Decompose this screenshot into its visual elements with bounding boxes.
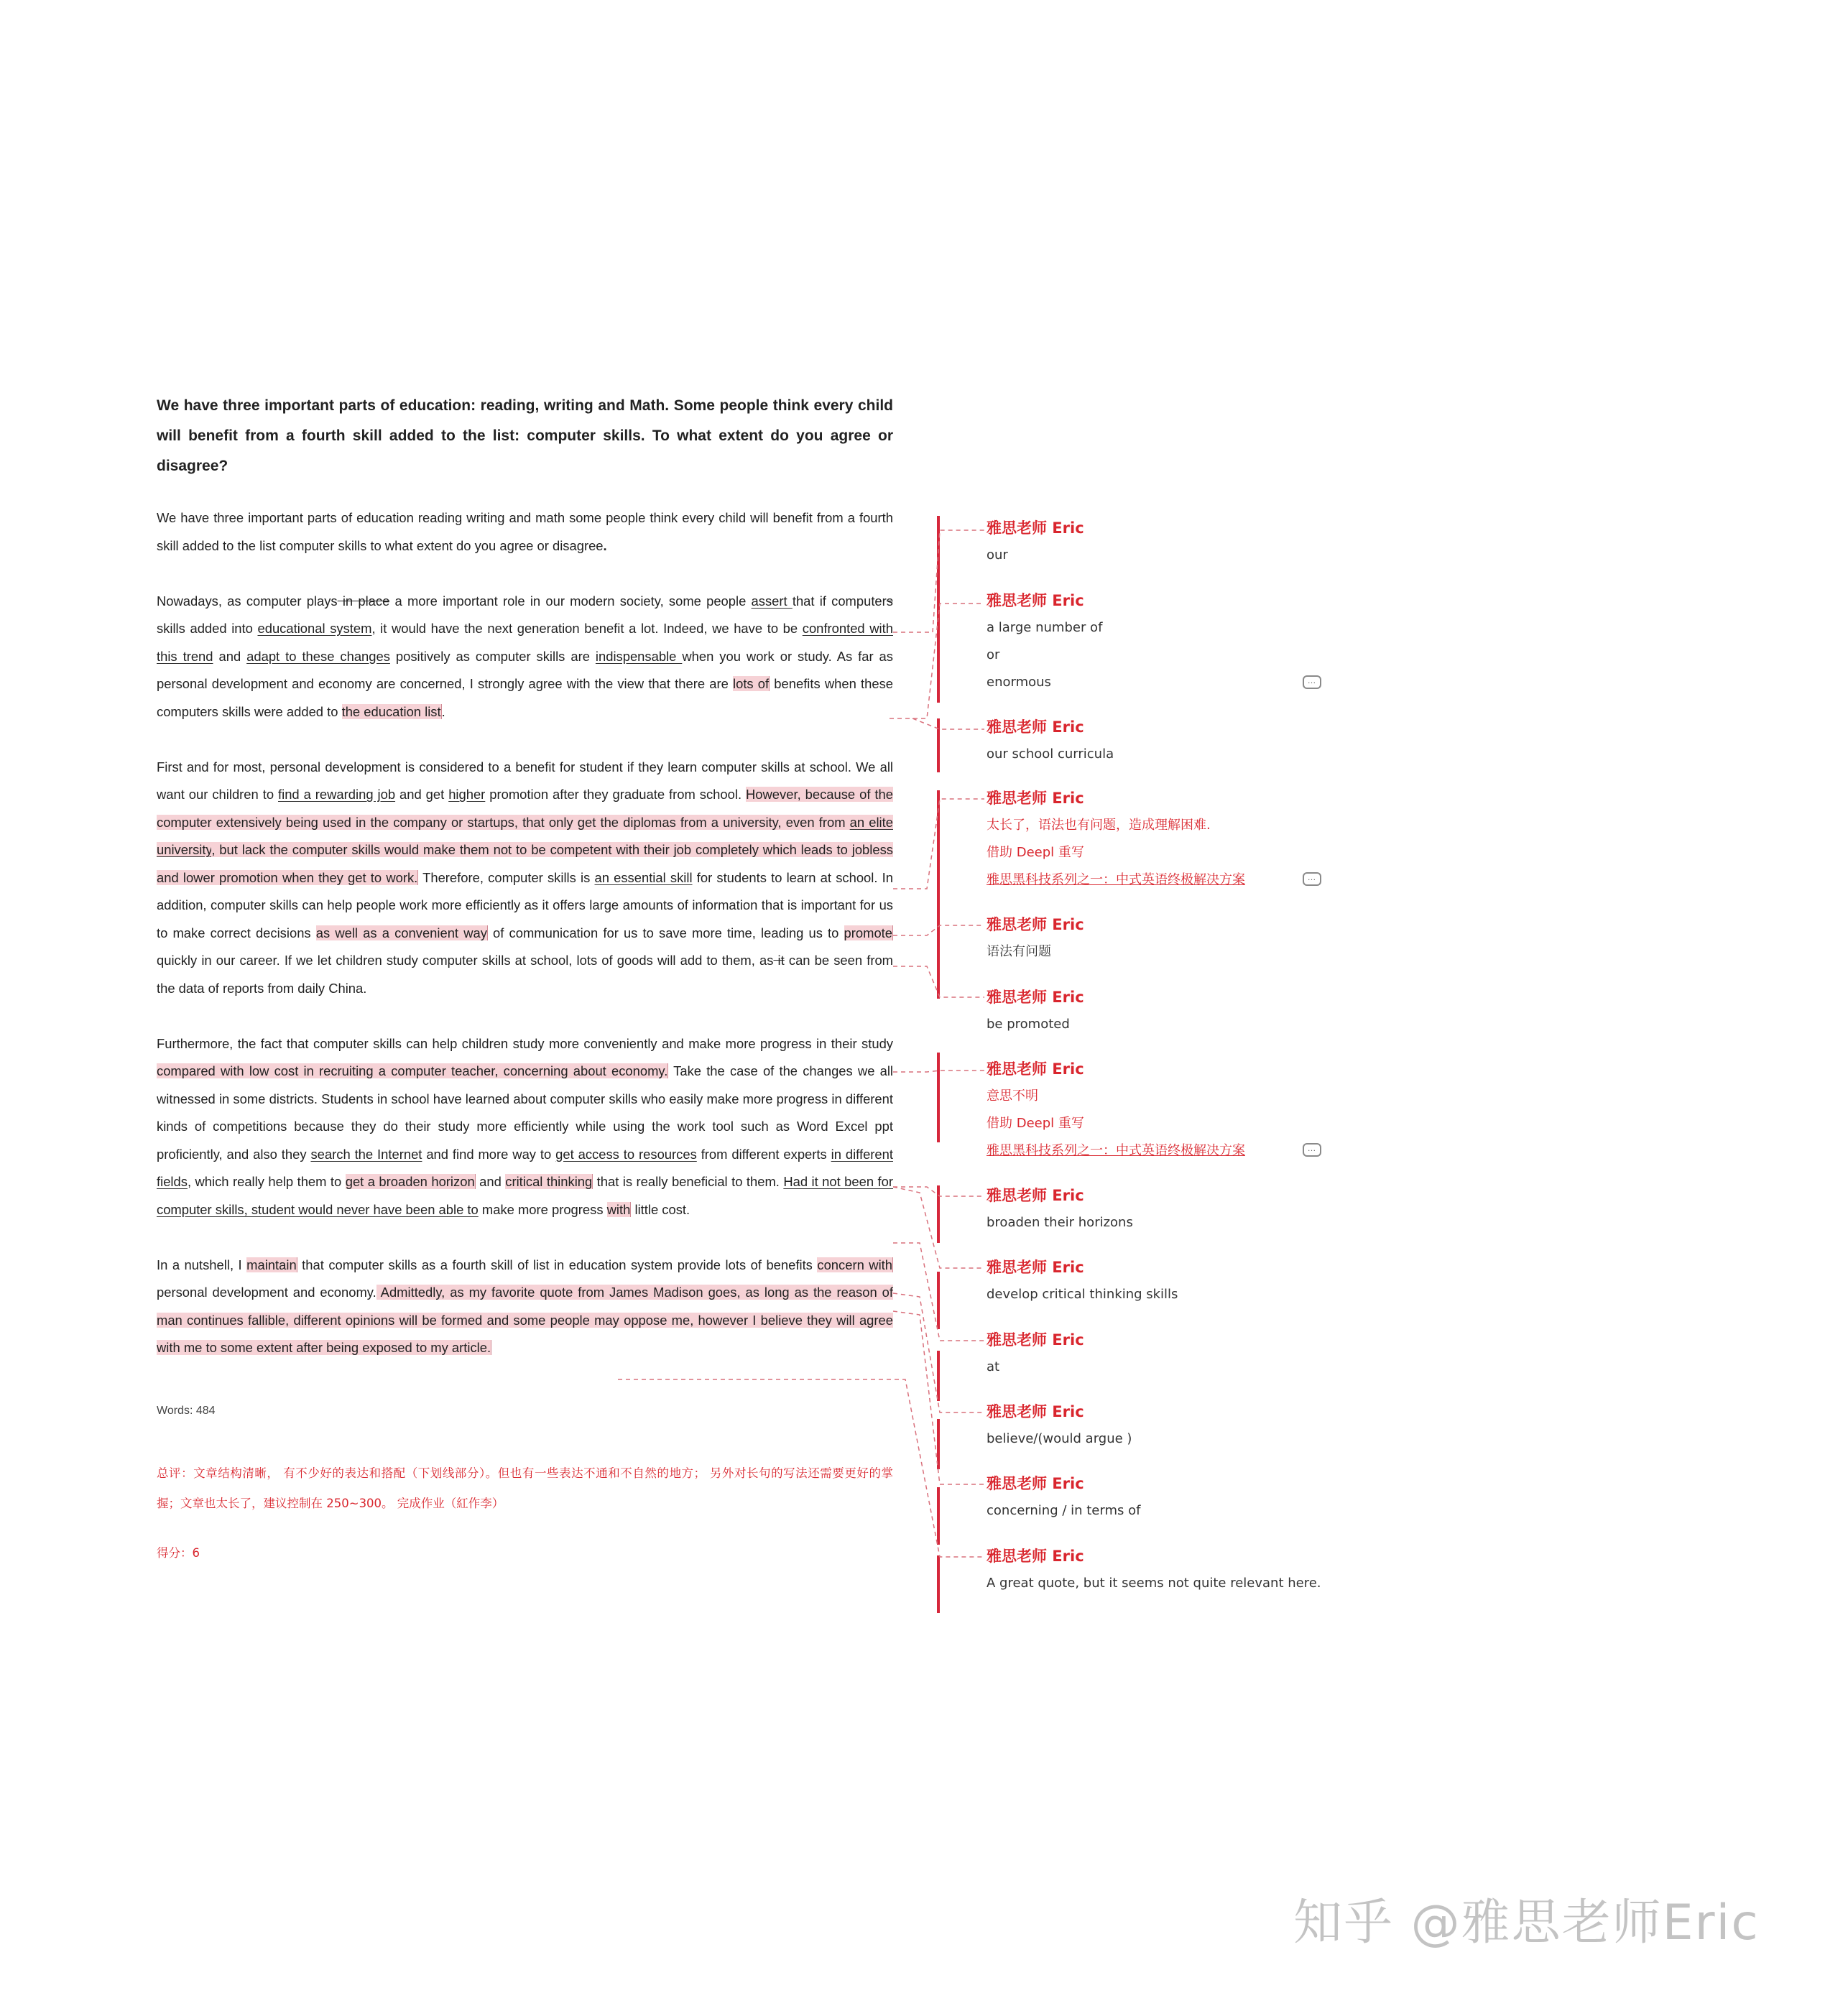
text: . bbox=[441, 703, 445, 719]
comment-author: 雅思老师 Eric bbox=[987, 1060, 1084, 1078]
commented-text[interactable]: get a broaden horizon bbox=[345, 1174, 475, 1189]
commented-text[interactable]: concern with bbox=[817, 1257, 892, 1272]
comment-text: our bbox=[987, 547, 1008, 563]
commented-text[interactable]: as well as a convenient way bbox=[315, 925, 487, 940]
ellipsis-icon[interactable]: … bbox=[1303, 872, 1321, 886]
comment-text: at bbox=[987, 1359, 1000, 1374]
text: make more progress bbox=[478, 1201, 607, 1217]
commented-text[interactable]: promote bbox=[844, 925, 893, 940]
conclusion-paragraph bbox=[157, 1252, 893, 1362]
text: First and for most, personal development is considered to a benefit for student if they learn computer skills at school. We all want our children to bbox=[157, 759, 893, 802]
comment-change-bar bbox=[937, 1185, 940, 1243]
comment-3[interactable] bbox=[987, 713, 1331, 768]
body-paragraph-2 bbox=[157, 1030, 893, 1224]
text: that is really beneficial to them. bbox=[593, 1174, 784, 1189]
comment-text: 太长了，语法也有问题，造成理解困难. bbox=[987, 818, 1211, 833]
comment-author: 雅思老师 Eric bbox=[987, 1475, 1084, 1492]
comment-change-bar bbox=[937, 718, 940, 772]
text: and bbox=[475, 1174, 506, 1189]
comment-change-bar bbox=[937, 591, 940, 703]
comment-link[interactable]: 雅思黑科技系列之一：中式英语终极解决方案 bbox=[987, 1143, 1245, 1158]
good-expression: indispensable bbox=[595, 648, 683, 664]
intro-paragraph bbox=[157, 588, 893, 726]
text: that if computer bbox=[792, 593, 887, 609]
comment-10[interactable] bbox=[987, 1326, 1331, 1381]
commented-text[interactable]: educational system bbox=[257, 621, 372, 636]
comment-change-bar bbox=[937, 1272, 940, 1329]
comment-author: 雅思老师 Eric bbox=[987, 989, 1084, 1006]
text: a more important role in our modern society, some people bbox=[389, 593, 752, 609]
comment-change-bar bbox=[937, 1487, 940, 1545]
comment-author: 雅思老师 Eric bbox=[987, 1259, 1084, 1276]
commented-text[interactable]: with bbox=[606, 1201, 631, 1217]
text: personal development and economy. bbox=[157, 1285, 376, 1300]
comment-8[interactable] bbox=[987, 1182, 1331, 1236]
text: positively as computer skills are bbox=[389, 648, 596, 664]
comment-5[interactable] bbox=[987, 911, 1331, 966]
comment-author: 雅思老师 Eric bbox=[987, 1187, 1084, 1204]
deleted-text: s bbox=[886, 593, 893, 609]
comment-2[interactable] bbox=[987, 587, 1331, 696]
essay-question-restated bbox=[157, 504, 893, 560]
text: benefits when these computers skills were added to bbox=[157, 676, 893, 719]
text: and get bbox=[395, 787, 449, 802]
comment-text: broaden their horizons bbox=[987, 1215, 1133, 1230]
comment-13[interactable] bbox=[987, 1543, 1331, 1597]
commented-text[interactable]: compared with low cost in recruiting a computer teacher, concerning about economy. bbox=[157, 1063, 668, 1078]
comment-text: be promoted bbox=[987, 1017, 1070, 1032]
commented-text[interactable]: Admittedly, as my favorite quote from James Madison goes, as long as the reason of man continues fallible, different opinions will be formed and some people may oppose me, however I believe they will agree with me to some extent after being exposed to my article. bbox=[157, 1285, 893, 1355]
text: In a nutshell, I bbox=[157, 1257, 247, 1272]
good-expression: search the Internet bbox=[310, 1146, 422, 1162]
comment-text: our school curricula bbox=[987, 746, 1114, 762]
commented-text[interactable]: , but lack the computer skills would make them not to be competent with their job completely which leads to jobless and lower promotion when they get to work. bbox=[157, 842, 893, 885]
good-expression: adapt to these changes bbox=[246, 648, 390, 664]
text: of communication for us to save more time, leading us to bbox=[487, 925, 844, 940]
text: skills added into bbox=[157, 621, 258, 636]
text: promotion after they graduate from school. bbox=[485, 787, 747, 802]
comment-11[interactable] bbox=[987, 1398, 1331, 1453]
good-expression: find a rewarding job bbox=[278, 787, 396, 802]
comment-text: 借助 Deepl 重写 bbox=[987, 845, 1084, 860]
body-paragraph-1 bbox=[157, 754, 893, 1003]
good-expression: Had it not been for computer skills, student would never have been able to bbox=[157, 1174, 894, 1217]
comment-author: 雅思老师 Eric bbox=[987, 1403, 1084, 1420]
text: , which really help them to bbox=[187, 1174, 346, 1189]
comment-text: concerning / in terms of bbox=[987, 1503, 1141, 1518]
comment-author: 雅思老师 Eric bbox=[987, 1331, 1084, 1349]
commented-text[interactable]: the education list bbox=[341, 703, 441, 719]
text: when you work or study. As far as personal development and economy are concerned, I strongly agree with the view that there are bbox=[157, 648, 893, 691]
comment-4[interactable] bbox=[987, 785, 1331, 894]
text: Take the case of the changes we all witnessed in some districts. Students in school have learned about computer skills who easily make more progress in different kinds of competitions because they do their study more efficiently while using the work tool such as Word Excel ppt proficiently, and also they bbox=[157, 1063, 893, 1162]
comment-6[interactable] bbox=[987, 984, 1331, 1038]
word-count: Words: 484 bbox=[157, 1405, 216, 1417]
text: , it would have the next generation benefit a lot. Indeed, we have to be bbox=[371, 621, 803, 636]
teacher-summary: 总评：文章结构清晰， 有不少好的表达和搭配（下划线部分）。但也有一些表达不通和不自然的地方； 另外对长句的写法还需要更好的掌握；文章也太长了，建议控制在 250~300。 完成作业（紅作李） bbox=[157, 1466, 893, 1510]
comment-text: or bbox=[987, 647, 1000, 662]
commented-text[interactable]: critical thinking bbox=[505, 1174, 593, 1189]
text: Nowadays, as computer plays bbox=[157, 593, 338, 609]
good-expression: an elite university bbox=[157, 814, 893, 857]
text: quickly in our career. If we let children study computer skills at school, lots of goods will add to them, as bbox=[157, 953, 774, 968]
text: and find more way to bbox=[422, 1146, 556, 1162]
commented-text[interactable]: maintain bbox=[246, 1257, 297, 1272]
text: that computer skills as a fourth skill of list in education system provide lots of benefits bbox=[297, 1257, 818, 1272]
text: from different experts bbox=[696, 1146, 831, 1162]
comment-text: a large number of bbox=[987, 620, 1103, 635]
comment-1[interactable] bbox=[987, 514, 1331, 569]
text: little cost. bbox=[631, 1201, 690, 1217]
comment-link[interactable]: 雅思黑科技系列之一：中式英语终极解决方案 bbox=[987, 872, 1245, 887]
essay-prompt: We have three important parts of education: reading, writing and Math. Some people think every child will benefit from a fourth skill added to the list: computer skills. To what extent do you agree or disagree? bbox=[157, 397, 893, 474]
p1-text: We have three important parts of education reading writing and math some people think every child will benefit from a fourth skill added to the list computer skills to what extent do you agree or disagree bbox=[157, 510, 893, 553]
good-expression: get access to resources bbox=[555, 1146, 697, 1162]
comment-text: 借助 Deepl 重写 bbox=[987, 1116, 1084, 1131]
text: Therefore, computer skills is bbox=[418, 869, 595, 885]
comment-change-bar bbox=[937, 790, 940, 999]
score: 得分：6 bbox=[157, 1546, 200, 1560]
connector-line bbox=[913, 718, 984, 729]
comment-change-bar bbox=[937, 1419, 940, 1469]
good-expression: in different fields bbox=[157, 1146, 893, 1189]
deleted-text: in place bbox=[337, 593, 390, 609]
comment-7[interactable] bbox=[987, 1055, 1331, 1165]
text: Furthermore, the fact that computer skills can help children study more conveniently and make more progress in their study bbox=[157, 1035, 893, 1051]
comment-text: A great quote, but it seems not quite relevant here. bbox=[987, 1576, 1321, 1591]
ellipsis-icon[interactable]: … bbox=[1303, 675, 1321, 689]
ellipsis-icon[interactable]: … bbox=[1303, 1143, 1321, 1157]
comment-12[interactable] bbox=[987, 1470, 1331, 1525]
good-expression: assert bbox=[751, 593, 793, 609]
commented-text[interactable]: However, because of the computer extensively being used in the company or startups, that only get the diplomas from a university, even from bbox=[157, 787, 893, 830]
good-expression: higher bbox=[448, 787, 486, 802]
comment-text: develop critical thinking skills bbox=[987, 1287, 1178, 1302]
essay-body bbox=[157, 504, 893, 1390]
comment-author: 雅思老师 Eric bbox=[987, 519, 1084, 537]
comment-author: 雅思老师 Eric bbox=[987, 790, 1084, 807]
comment-author: 雅思老师 Eric bbox=[987, 916, 1084, 933]
comment-author: 雅思老师 Eric bbox=[987, 718, 1084, 736]
comment-author: 雅思老师 Eric bbox=[987, 1548, 1084, 1565]
comment-change-bar bbox=[937, 1351, 940, 1401]
comment-text: believe/(would argue ) bbox=[987, 1431, 1132, 1446]
comment-text: enormous bbox=[987, 675, 1051, 690]
text: can be seen from the data of reports from daily China. bbox=[157, 953, 894, 996]
p1-period: . bbox=[603, 537, 607, 553]
good-expression: confronted with this trend bbox=[157, 621, 893, 664]
commented-text[interactable]: lots of bbox=[733, 676, 770, 691]
deleted-text: it bbox=[773, 953, 785, 968]
comment-9[interactable] bbox=[987, 1254, 1331, 1308]
comment-change-bar bbox=[937, 1555, 940, 1613]
text: for students to learn at school. In addition, computer skills can help people work more efficiently as it offers large amounts of information that is important for us to make correct decisions bbox=[157, 869, 893, 940]
text: and bbox=[213, 648, 247, 664]
comment-change-bar bbox=[937, 1053, 940, 1142]
comment-text: 语法有问题 bbox=[987, 944, 1051, 959]
comment-text: 意思不明 bbox=[987, 1088, 1038, 1104]
good-expression: an essential skill bbox=[594, 869, 693, 885]
comment-author: 雅思老师 Eric bbox=[987, 592, 1084, 609]
zhihu-watermark: 知乎 @雅思老师Eric bbox=[1293, 1895, 1760, 1951]
